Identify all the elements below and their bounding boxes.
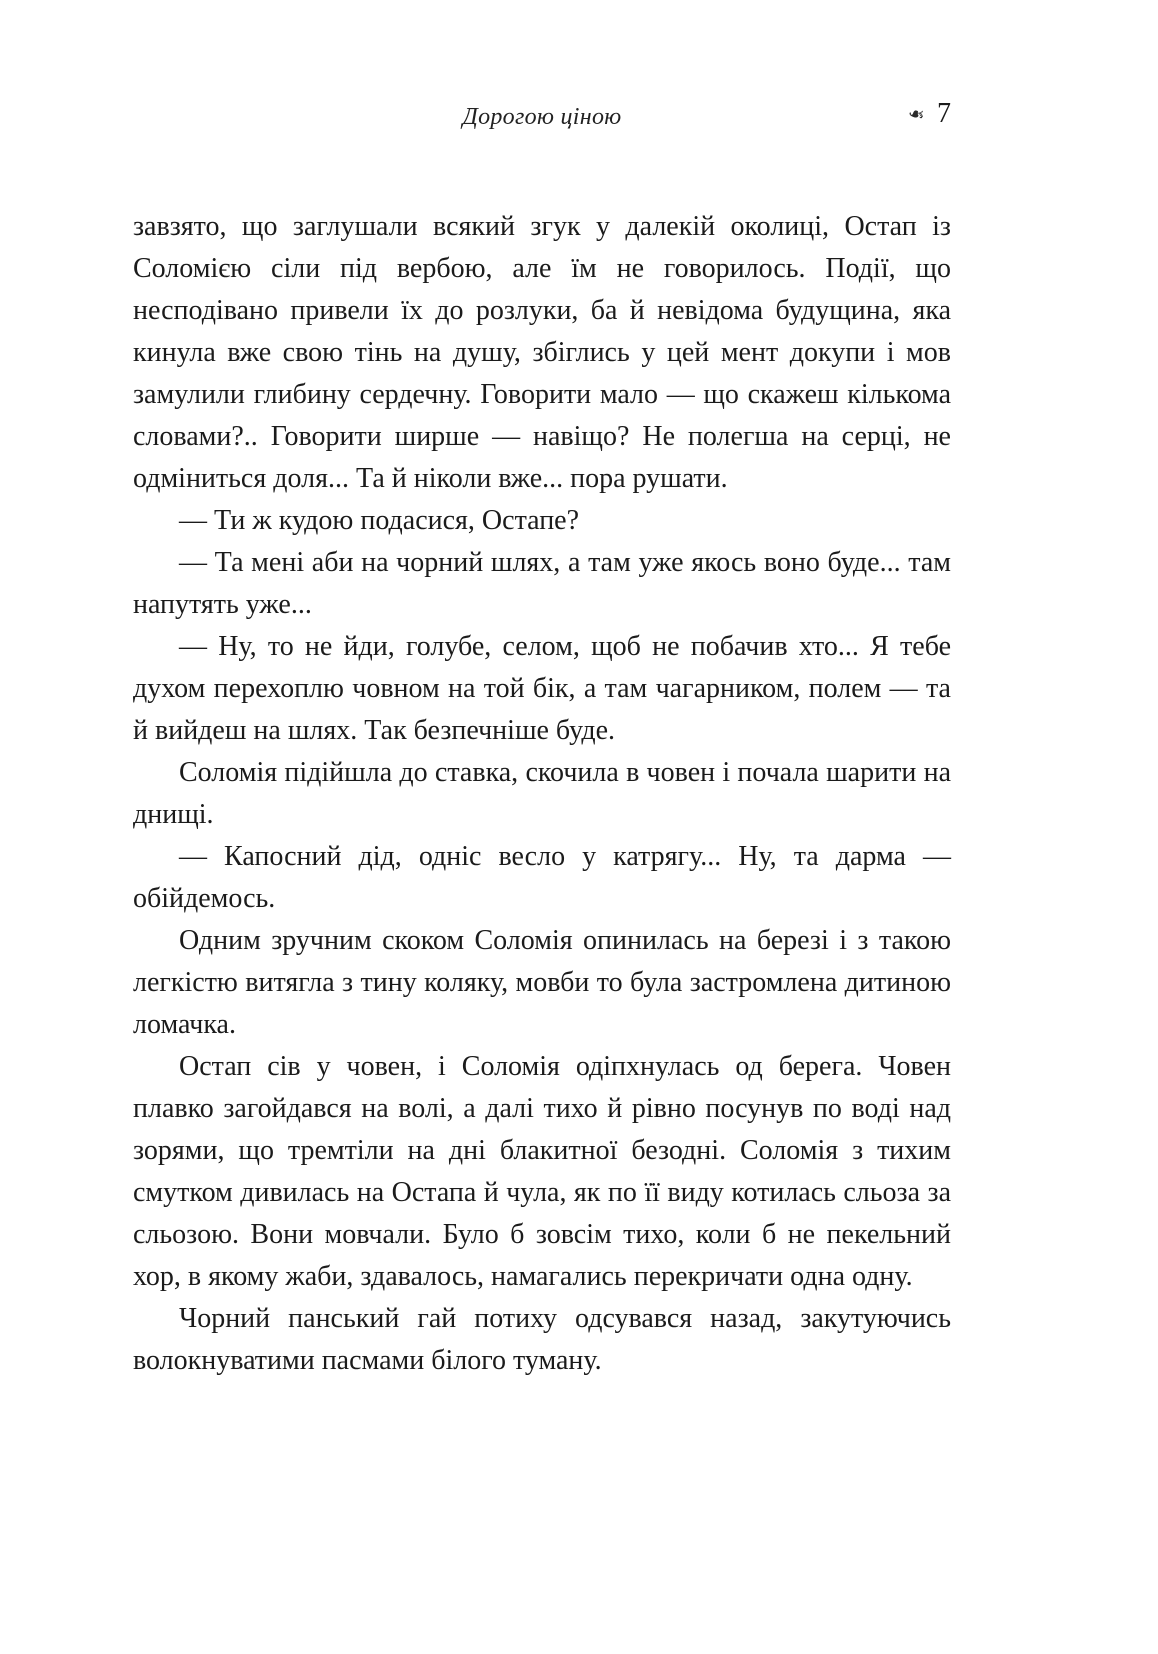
paragraph: — Та мені аби на чорний шлях, а там уже якось воно буде... там напутять уже...: [133, 547, 951, 620]
paragraph: Соломія підійшла до ставка, скочила в човен і почала шарити на днищі.: [133, 757, 951, 830]
text-column: [133, 206, 951, 1382]
paragraph: Чорний панський гай потиху одсувався назад, закутуючись волокнуватими пасмами білого туману.: [133, 1303, 951, 1376]
paragraph: — Капосний дід, одніс весло у катрягу... Ну, та дарма — обійдемось.: [133, 841, 951, 914]
page-number: 7: [937, 98, 951, 129]
paragraph: — Ну, то не йди, голубе, селом, щоб не побачив хто... Я тебе духом перехоплю човном на той бік, а там чагарником, полем — та й вийдеш на шлях. Так безпечніше буде.: [133, 631, 951, 746]
fleuron-ornament-icon: ❧: [906, 100, 927, 128]
running-title: Дорогою ціною: [462, 104, 622, 130]
paragraph: Остап сів у човен, і Соломія одіпхнулась од берега. Човен плавко загойдався на волі, а далі тихо й рівно посунув по воді над зорями, що тремтіли на дні блакитної безодні. Соломія з тихим смутком дивилась на Остапа й чула, як по її виду котилась сльоза за сльозою. Вони мовчали. Було б зовсім тихо, коли б не пекельний хор, в якому жаби, здавалось, намагались перекричати одна одну.: [133, 1051, 951, 1292]
folio: [908, 100, 951, 128]
paragraph: — Ти ж кудою подасися, Остапе?: [179, 505, 580, 536]
paragraph: завзято, що заглушали всякий згук у далекій околиці, Остап із Соломією сіли під вербою, але їм не говорилось. Події, що несподівано привели їх до розлуки, ба й невідома будущина, яка кинула вже свою тінь на душу, збіглись у цей мент докупи і мов замулили глибину сердечну. Говорити мало — що скажеш кількома словами?.. Говорити ширше — навіщо? Не полегша на серці, не одміниться доля... Та й ніколи вже... пора рушати.: [133, 211, 951, 494]
running-header: [133, 100, 951, 136]
paragraph: Одним зручним скоком Соломія опинилась на березі і з такою легкістю витягла з тину коляку, мовби то була застромлена дитиною ломачка.: [133, 925, 951, 1040]
